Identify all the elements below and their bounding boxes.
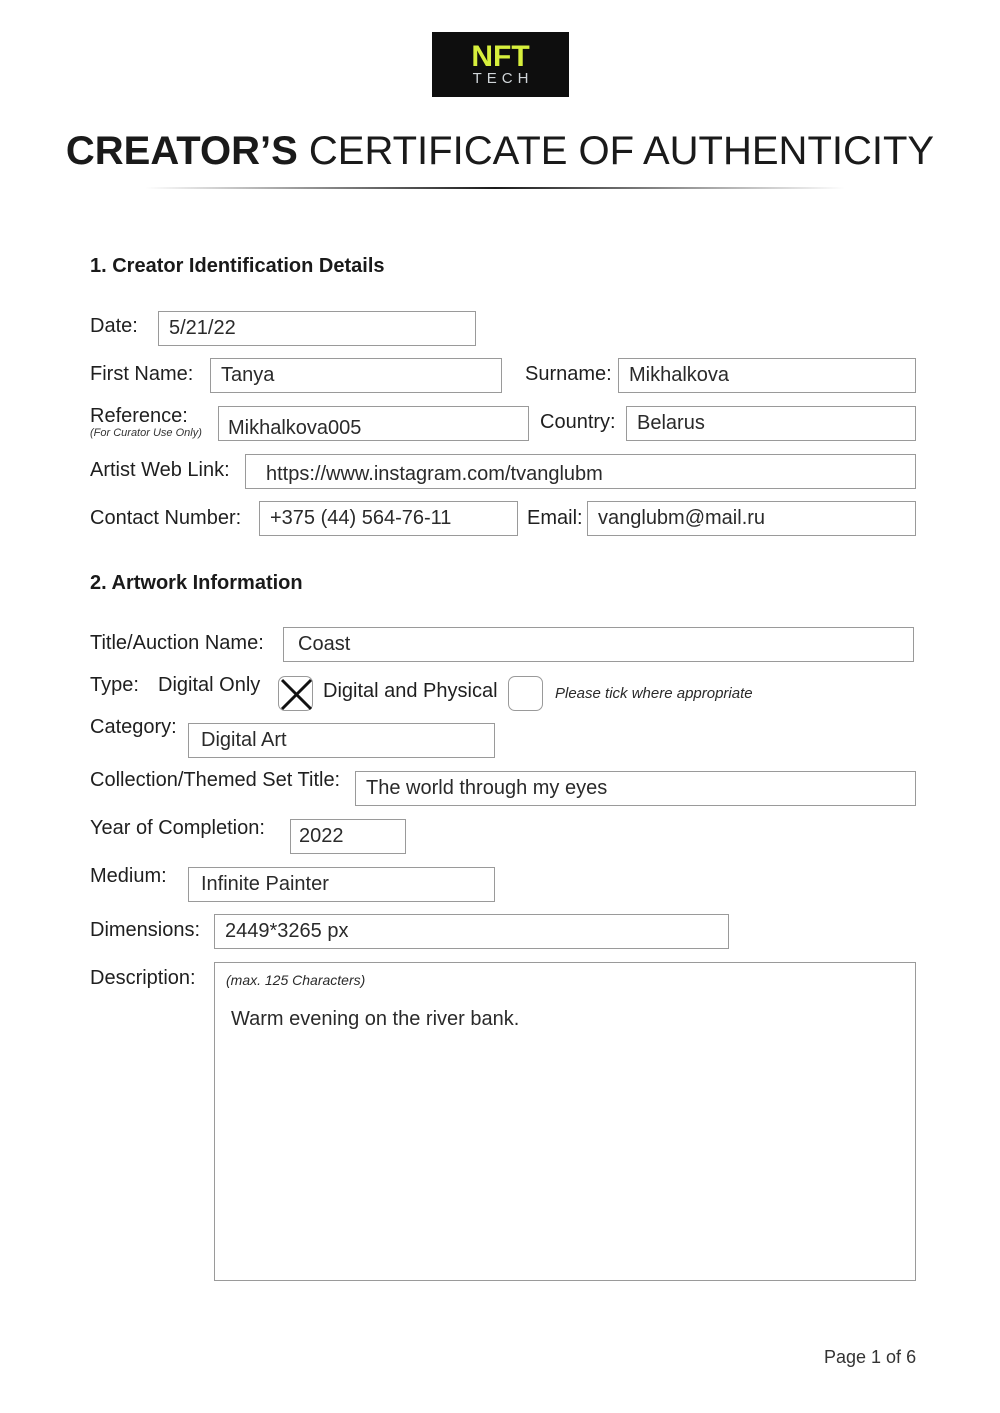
type-label: Type: xyxy=(90,674,139,696)
date-field[interactable]: 5/21/22 xyxy=(158,311,476,346)
nft-tech-logo xyxy=(432,32,569,97)
type-option-digital-only: Digital Only xyxy=(158,674,261,696)
contact-number-label: Contact Number: xyxy=(90,507,242,529)
reference-label: Reference: xyxy=(90,405,188,427)
description-textarea[interactable] xyxy=(214,962,916,1281)
web-link-label: Artist Web Link: xyxy=(90,459,230,481)
dimensions-label: Dimensions: xyxy=(90,919,201,941)
medium-label: Medium: xyxy=(90,865,167,887)
contact-number-field[interactable]: +375 (44) 564-76-11 xyxy=(259,501,518,536)
page-title-bold: CREATOR’S xyxy=(65,129,298,173)
type-hint: Please tick where appropriate xyxy=(555,685,753,702)
country-label: Country: xyxy=(540,411,616,433)
date-label: Date: xyxy=(90,315,138,337)
digital-physical-checkbox[interactable] xyxy=(508,676,543,711)
dimensions-field[interactable]: 2449*3265 px xyxy=(214,914,729,949)
title-label: Title/Auction Name: xyxy=(90,632,264,654)
email-field[interactable]: vanglubm@mail.ru xyxy=(587,501,916,536)
title-divider xyxy=(145,187,845,189)
reference-note: (For Curator Use Only) xyxy=(90,427,202,439)
type-option-digital-physical: Digital and Physical xyxy=(323,680,498,702)
checkmark-x-icon xyxy=(279,677,314,712)
section-heading-artwork: 2. Artwork Information xyxy=(90,572,303,594)
description-value: Warm evening on the river bank. xyxy=(231,1008,520,1030)
category-field[interactable]: Digital Art xyxy=(188,723,495,758)
web-link-field[interactable]: https://www.instagram.com/tvanglubm xyxy=(245,454,916,489)
reference-field[interactable]: Mikhalkova005 xyxy=(218,406,529,441)
medium-field[interactable]: Infinite Painter xyxy=(188,867,495,902)
first-name-field[interactable]: Tanya xyxy=(210,358,502,393)
logo-text-nft: NFT xyxy=(471,40,530,73)
email-label: Email: xyxy=(527,507,583,529)
description-label: Description: xyxy=(90,967,196,989)
category-label: Category: xyxy=(90,716,177,738)
surname-field[interactable]: Mikhalkova xyxy=(618,358,916,393)
country-field[interactable]: Belarus xyxy=(626,406,916,441)
page-number: Page 1 of 6 xyxy=(824,1347,917,1367)
title-field[interactable]: Coast xyxy=(283,627,914,662)
digital-only-checkbox[interactable] xyxy=(278,676,313,711)
collection-label: Collection/Themed Set Title: xyxy=(90,769,341,791)
logo-text-tech: TECH xyxy=(472,70,534,87)
year-label: Year of Completion: xyxy=(90,817,265,839)
surname-label: Surname: xyxy=(525,363,612,385)
first-name-label: First Name: xyxy=(90,363,194,385)
page-title-rest: CERTIFICATE OF AUTHENTICITY xyxy=(308,129,935,173)
description-hint: (max. 125 Characters) xyxy=(226,972,366,988)
page-title xyxy=(0,126,1000,176)
section-heading-creator: 1. Creator Identification Details xyxy=(90,255,385,277)
year-field[interactable]: 2022 xyxy=(290,819,406,854)
collection-field[interactable]: The world through my eyes xyxy=(355,771,916,806)
